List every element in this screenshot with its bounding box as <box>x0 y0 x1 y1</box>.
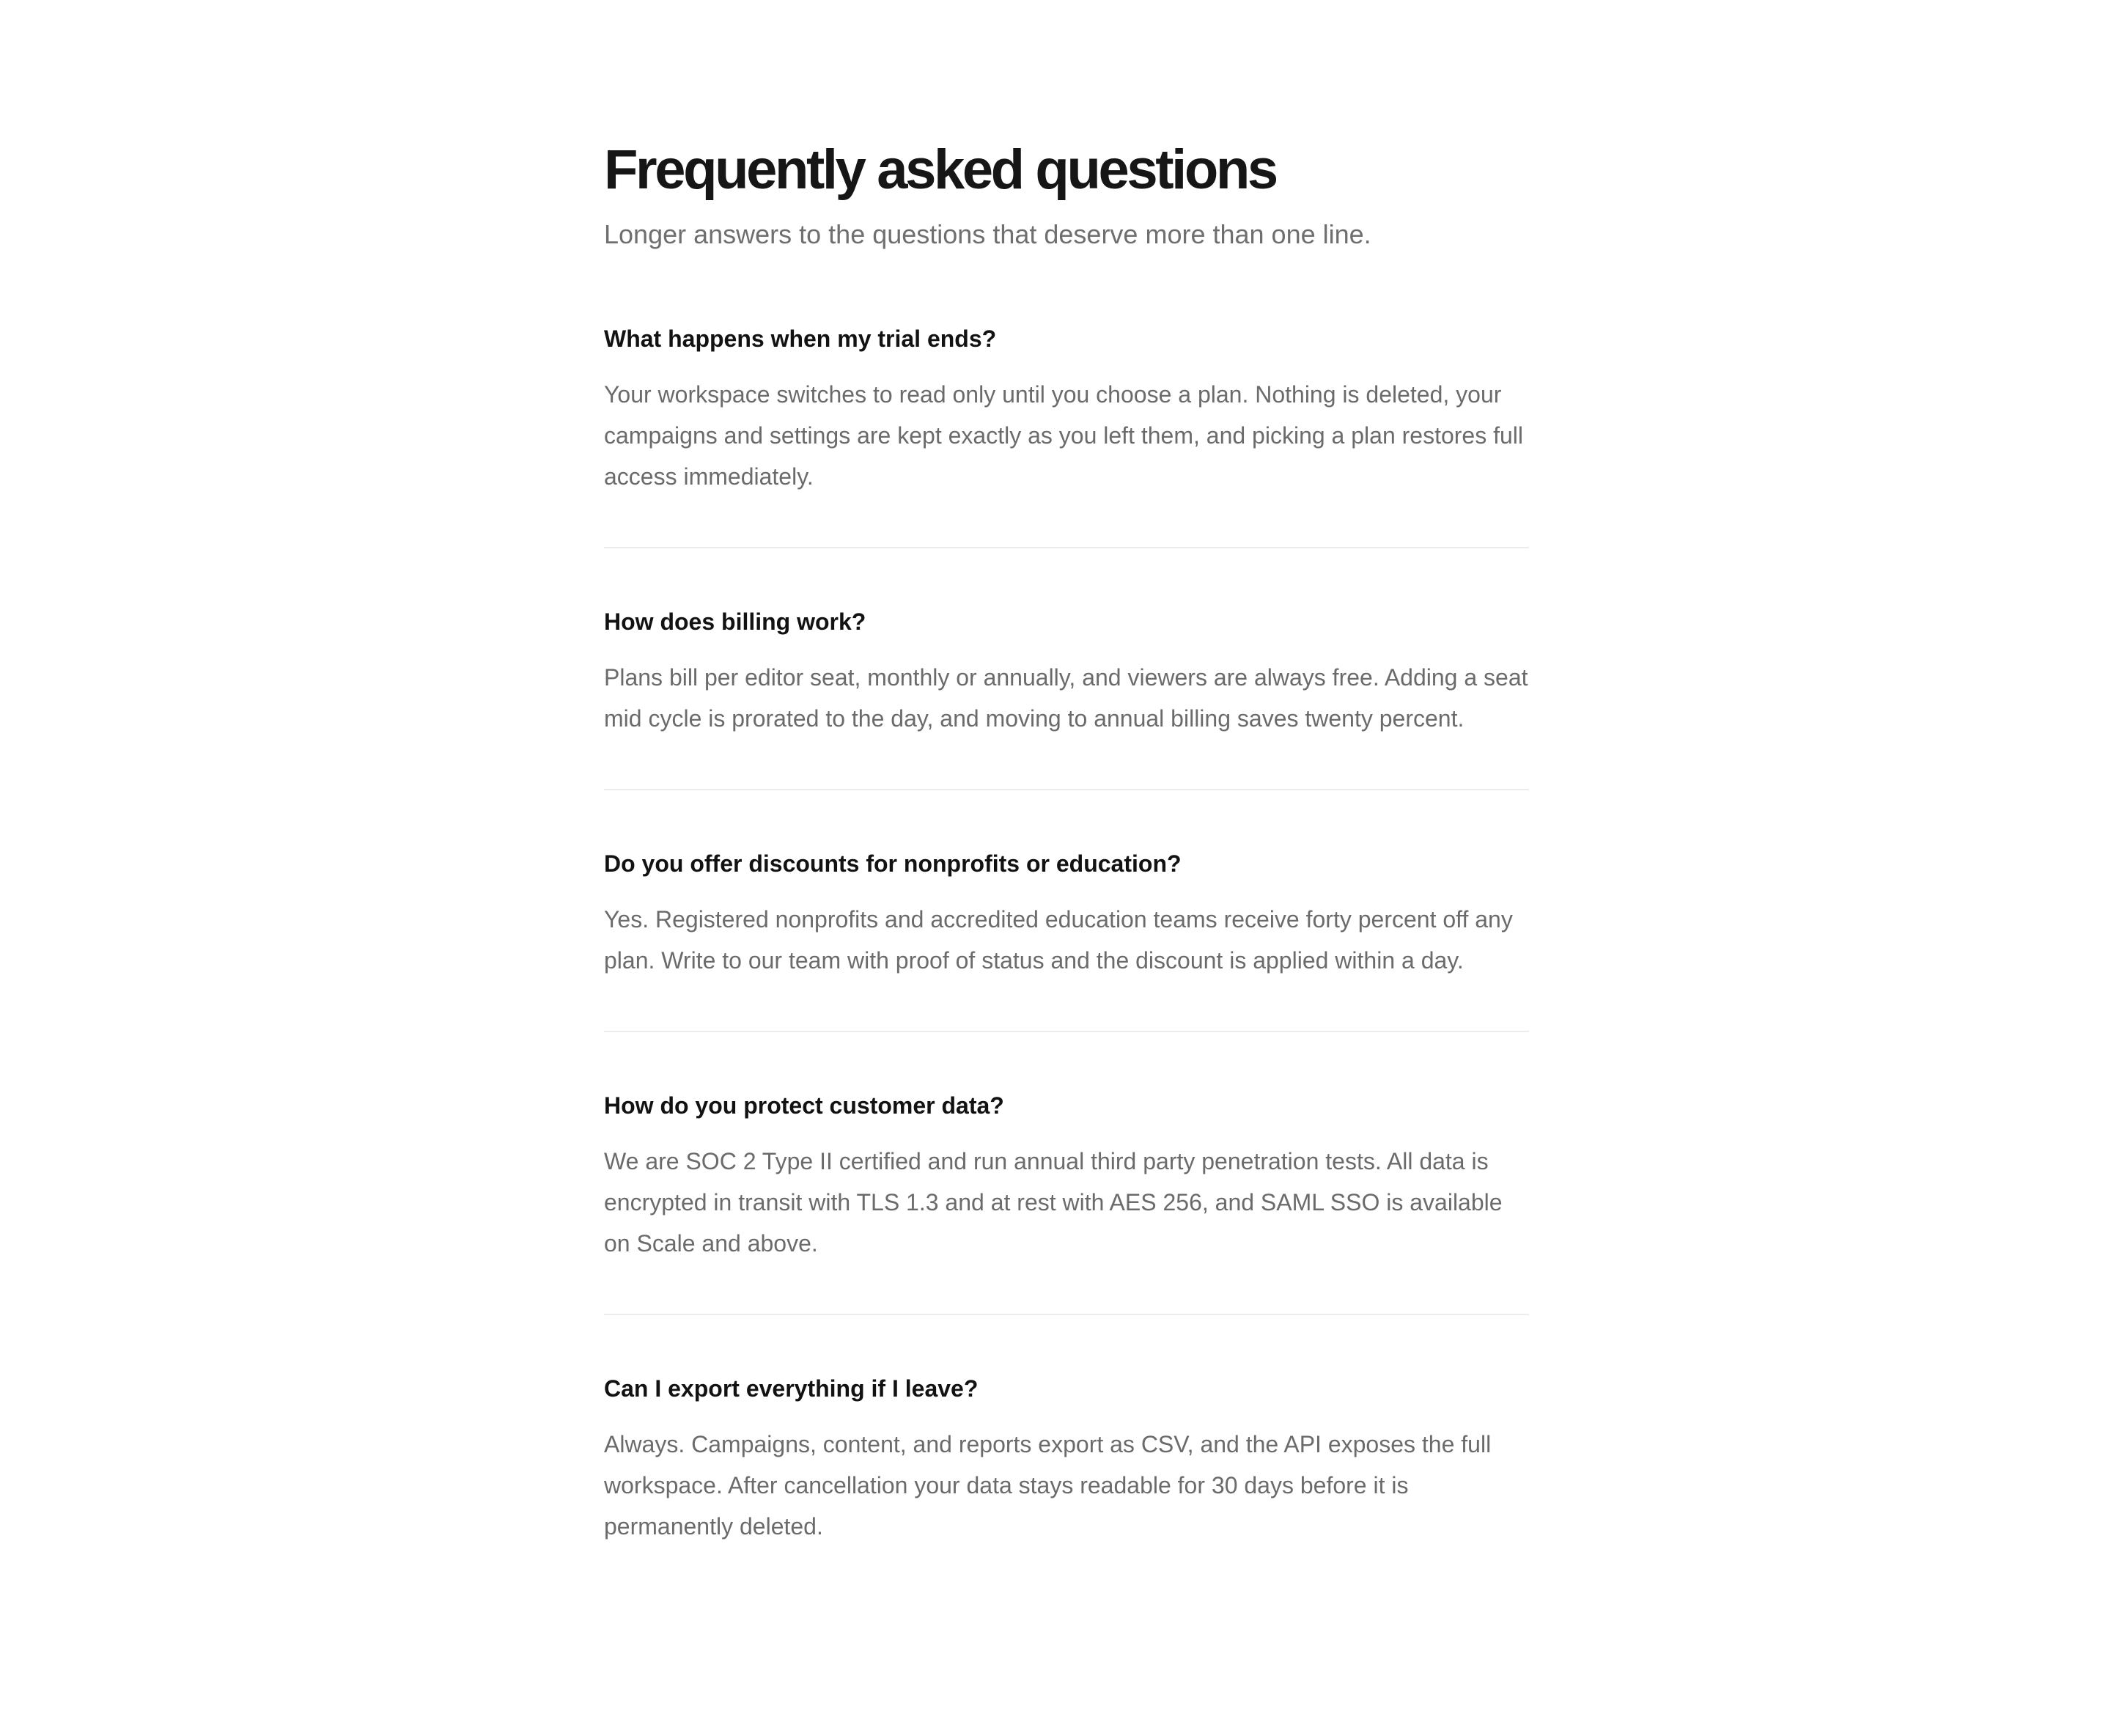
faq-answer: Yes. Registered nonprofits and accredited education teams receive forty percent off any plan. Write to our team with proof of status and the discount is applied within a day. <box>604 906 1513 974</box>
page-subtitle: Longer answers to the questions that deserve more than one line. <box>604 219 1371 249</box>
faq-answer: We are SOC 2 Type II certified and run annual third party penetration tests. All data is encrypted in transit with TLS 1.3 and at rest with AES 256, and SAML SSO is available on Scale and above. <box>604 1148 1503 1257</box>
faq-answer: Plans bill per editor seat, monthly or annually, and viewers are always free. Adding a seat mid cycle is prorated to the day, and moving to annual billing saves twenty percent. <box>604 664 1528 732</box>
page-title: Frequently asked questions <box>604 139 1276 201</box>
faq-question: Do you offer discounts for nonprofits or education? <box>604 850 1182 877</box>
faq-item-data-protection <box>604 1089 1529 1315</box>
faq-question: Can I export everything if I leave? <box>604 1375 979 1402</box>
faq-item-trial-ends <box>604 323 1529 548</box>
faq-answer: Your workspace switches to read only until you choose a plan. Nothing is deleted, your campaigns and settings are kept exactly as you left them, and picking a plan restores full access immediately. <box>604 381 1524 490</box>
faq-item-export <box>604 1372 1529 1547</box>
faq-list <box>604 323 1529 1547</box>
faq-answer: Always. Campaigns, content, and reports export as CSV, and the API exposes the full workspace. After cancellation your data stays readable for 30 days before it is permanently deleted. <box>604 1431 1492 1540</box>
faq-question: How do you protect customer data? <box>604 1092 1004 1119</box>
faq-item-discounts <box>604 847 1529 1032</box>
faq-question: How does billing work? <box>604 608 866 635</box>
faq-section <box>604 136 1529 1547</box>
faq-question: What happens when my trial ends? <box>604 326 997 352</box>
faq-item-billing <box>604 606 1529 790</box>
